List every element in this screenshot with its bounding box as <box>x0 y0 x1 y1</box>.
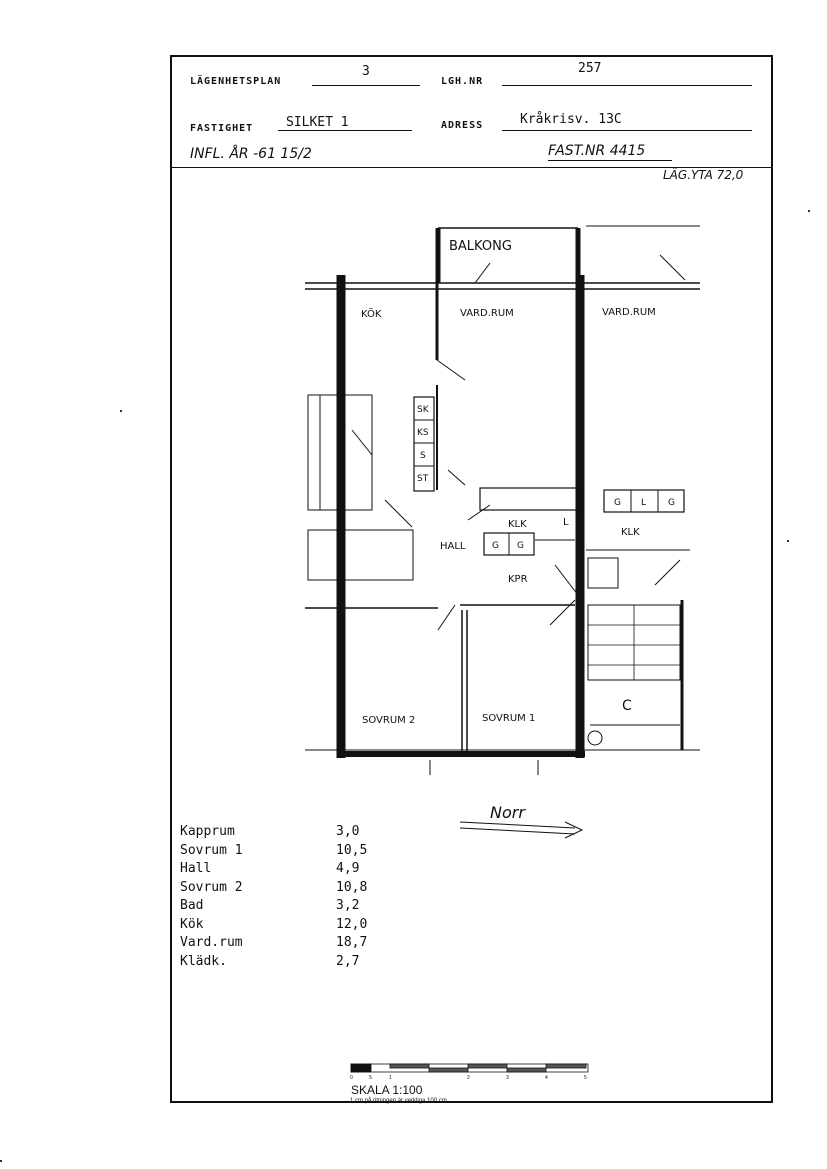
label-glg-l: L <box>641 498 647 508</box>
lagenhetsplan-value: 3 <box>362 64 370 79</box>
scale-tick-1: 1 <box>389 1075 392 1081</box>
label-klk-neighbor: KLK <box>621 527 640 538</box>
scale-bar-half-meter <box>351 1064 371 1072</box>
label-balkong: BALKONG <box>449 239 512 254</box>
area-table <box>180 823 367 971</box>
inflyttning-ar: INFL. ÅR -61 15/2 <box>190 146 312 162</box>
label-sovrum2: SOVRUM 2 <box>362 715 416 726</box>
scale-segment-4 <box>507 1068 546 1072</box>
label-l: L <box>563 517 569 528</box>
area-row: Bad 3,2 <box>180 898 360 913</box>
fastighet-label: FASTIGHET <box>190 123 254 134</box>
neighbor-door-3 <box>655 560 680 585</box>
scale-tick-4: 4 <box>545 1075 548 1081</box>
label-kpr: KPR <box>508 574 528 585</box>
balcony-door-swing <box>475 263 490 283</box>
neighbor-bath <box>308 530 413 580</box>
label-glg-g2: G <box>668 498 675 508</box>
scan-speck <box>0 1160 2 1162</box>
entry-fixture <box>588 731 602 745</box>
area-row: Kök 12,0 <box>180 916 368 932</box>
lagenhetsplan-label: LÄGENHETSPLAN <box>190 76 282 87</box>
scale-tick-05: 5 <box>369 1075 372 1081</box>
label-hall: HALL <box>440 541 466 552</box>
scale-segment-1 <box>390 1064 429 1068</box>
neighbor-door-swing <box>660 255 685 280</box>
neighbor-door-arc <box>352 430 372 455</box>
label-st: ST <box>417 474 429 484</box>
hall-door-swing-1 <box>385 500 412 527</box>
scale-segment-5 <box>546 1064 586 1068</box>
label-kok: KÖK <box>361 309 382 320</box>
label-glg-g1: G <box>614 498 621 508</box>
north-arrow-line-2 <box>460 828 575 834</box>
scale-note: 1 cm på ritningen är verkliga 100 cm <box>350 1098 447 1104</box>
scan-speck <box>808 210 810 212</box>
neighbor-bath-fixture <box>588 558 618 588</box>
adress-value: Kråkrisv. 13C <box>520 112 622 127</box>
label-norr: Norr <box>490 803 525 822</box>
label-sovrum1: SOVRUM 1 <box>482 713 536 724</box>
scale-bar <box>350 1062 590 1084</box>
lagenhetsyta: LÄG.YTA 72,0 <box>663 168 744 182</box>
label-s: S <box>420 451 426 461</box>
north-arrow-line-1 <box>460 822 575 828</box>
kpr-door <box>555 565 578 595</box>
klk-door <box>468 505 490 520</box>
label-ks: KS <box>417 428 429 438</box>
scale-segment-2 <box>429 1068 468 1072</box>
scan-speck <box>120 410 122 412</box>
label-g-1: G <box>492 541 499 551</box>
label-klk: KLK <box>508 519 527 530</box>
label-vardrum: VARD.RUM <box>460 308 514 319</box>
label-vardrum-neighbor: VARD.RUM <box>602 307 656 318</box>
lgh-nr-label: LGH.NR <box>441 76 484 87</box>
fastighet-value: SILKET 1 <box>286 115 349 130</box>
area-row: Sovrum 2 10,8 <box>180 879 368 895</box>
label-g-2: G <box>517 541 524 551</box>
klk-closet <box>480 488 578 510</box>
lgh-nr-value: 257 <box>578 61 602 76</box>
area-row: Hall 4,9 <box>180 861 360 876</box>
scale-tick-5: 5 <box>584 1075 587 1081</box>
scale-segment-3 <box>468 1064 507 1068</box>
hall-door-swing-2 <box>448 470 465 485</box>
kitchen-door-swing <box>437 360 465 380</box>
fastighets-nr: FAST.NR 4415 <box>548 143 646 159</box>
adress-label: ADRESS <box>441 120 484 131</box>
label-sk: SK <box>417 405 429 415</box>
scale-tick-3: 3 <box>506 1075 509 1081</box>
area-row: Vard.rum 18,7 <box>180 935 368 950</box>
area-row: Kapprum 3,0 <box>180 824 360 839</box>
scale-label: SKALA 1:100 <box>351 1083 423 1097</box>
sovrum2-door <box>438 605 455 630</box>
north-arrow-head <box>565 822 582 838</box>
sovrum1-door <box>550 600 575 625</box>
scale-tick-0: 0 <box>350 1075 353 1081</box>
area-row: Sovrum 1 10,5 <box>180 842 368 858</box>
label-c: C <box>622 698 632 714</box>
scale-tick-2: 2 <box>467 1075 470 1081</box>
area-row: Klädk. 2,7 <box>180 953 360 969</box>
scan-speck <box>787 540 789 542</box>
